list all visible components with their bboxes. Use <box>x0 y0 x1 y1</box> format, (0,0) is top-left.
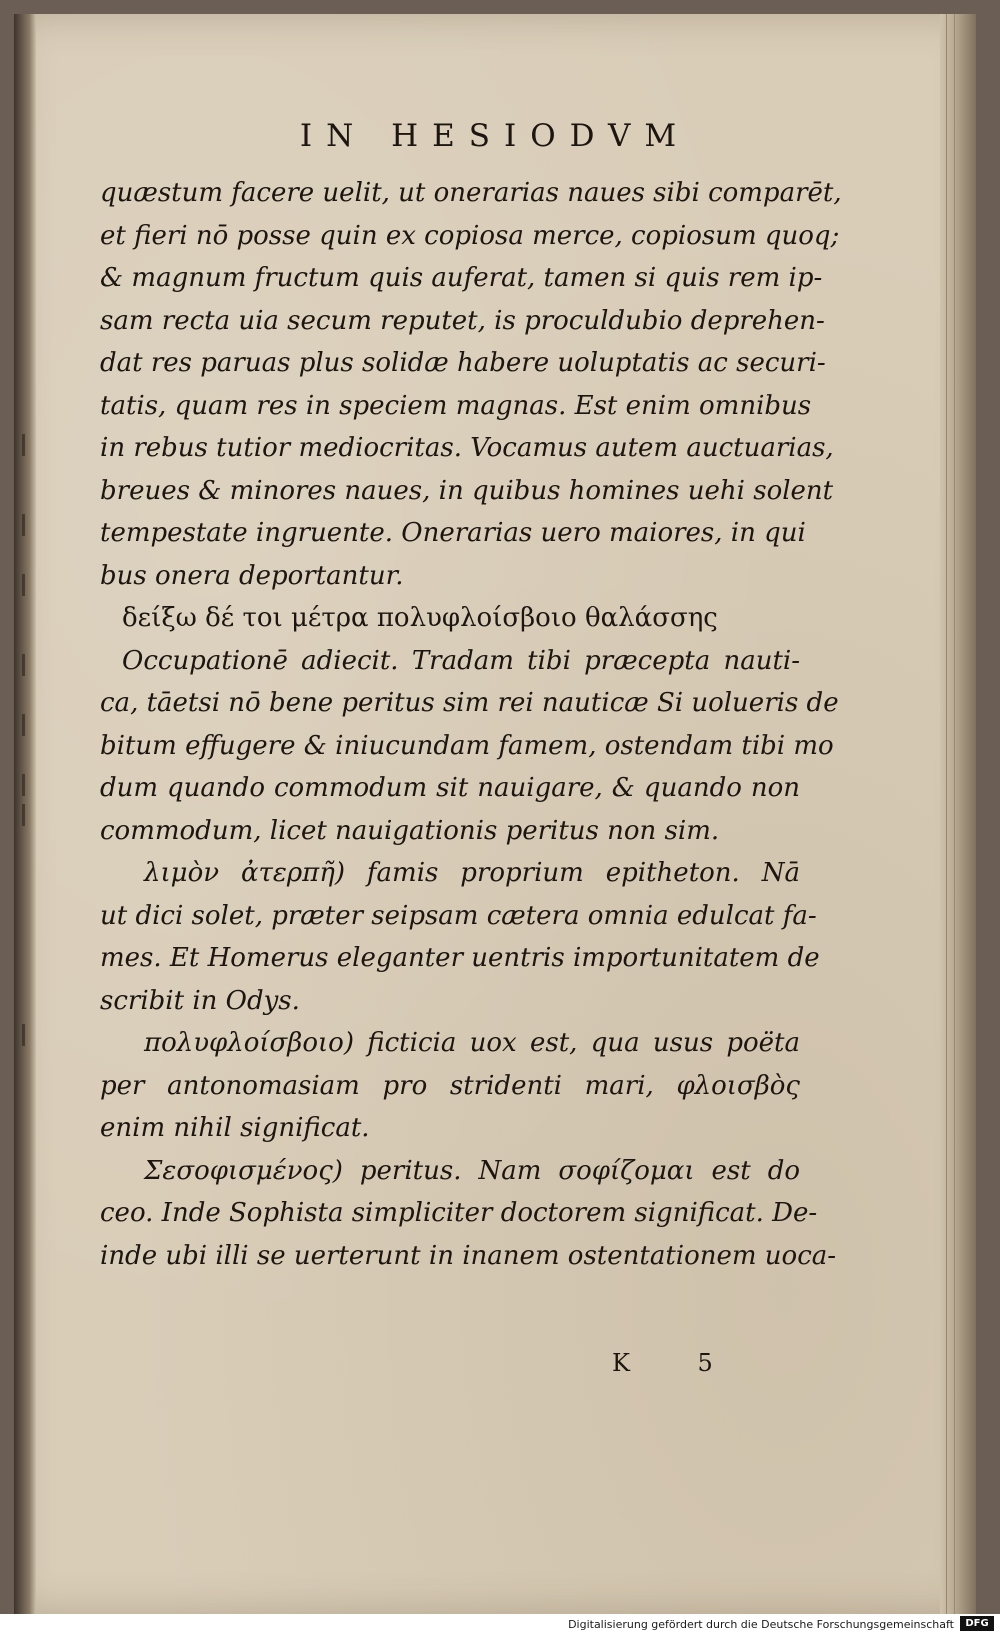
page-text <box>100 172 842 1277</box>
text-line: bitum effugere & iniucundam famem, ostendam tibi mo <box>100 730 834 761</box>
text-line: tatis, quam res in speciem magnas. Est enim omnibus <box>100 390 812 421</box>
text-line: bus onera deportantur. <box>100 560 404 591</box>
text-line: & magnum fructum quis auferat, tamen si quis rem ip- <box>100 263 823 293</box>
margin-marks <box>18 14 32 1614</box>
page-edges <box>940 14 976 1614</box>
text-line: in rebus tutior mediocritas. Vocamus autem auctuarias, <box>100 433 834 463</box>
text-line: ca, tāetsi nō bene peritus sim rei nauticæ Si uolueris de <box>100 688 839 718</box>
text-line: commodum, licet nauigationis peritus non sim. <box>100 815 720 846</box>
signature-mark: K 5 <box>612 1349 743 1377</box>
text-line: quæstum facere uelit, ut onerarias naues sibi comparēt, <box>100 178 842 208</box>
credit-bar <box>0 1614 1000 1633</box>
text-line: enim nihil significat. <box>100 1113 370 1143</box>
running-title: IN HESIODVM <box>299 118 691 154</box>
text-line: ceo. Inde Sophista simpliciter doctorem significat. De- <box>100 1198 818 1228</box>
text-line: et fieri nō posse quin ex copiosa merce, copiosum quoq; <box>100 220 840 251</box>
text-line: sam recta uia secum reputet, is proculdubio deprehen- <box>100 305 825 336</box>
text-line: ut dici solet, præter seipsam cætera omnia edulcat fa- <box>100 900 817 931</box>
text-line: πολυφλοίσβοιο) ficticia uox est, qua usus poëta <box>144 1028 800 1058</box>
text-line: breues & minores naues, in quibus homines uehi solent <box>100 475 834 506</box>
text-line: λιμὸν ἀτερπῆ) famis proprium epitheton. Nā <box>144 858 800 888</box>
text-line: dat res paruas plus solidæ habere uoluptatis ac securi- <box>100 348 826 378</box>
funding-credit: Digitalisierung gefördert durch die Deutsche Forschungsgemeinschaft <box>568 1618 954 1631</box>
text-line: mes. Et Homerus eleganter uentris importunitatem de <box>100 943 820 973</box>
text-line: scribit in Odys. <box>100 985 300 1016</box>
text-line: inde ubi illi se uerterunt in inanem ostentationem uoca- <box>100 1240 837 1271</box>
text-line: dum quando commodum sit nauigare, & quando non <box>100 773 800 803</box>
text-line: Occupationē adiecit. Tradam tibi præcepta nauti- <box>122 645 800 676</box>
text-line: Σεσοφισμένος) peritus. Nam σοφίζομαι est do <box>144 1155 800 1186</box>
text-line: tempestate ingruente. Onerarias uero maiores, in qui <box>100 518 806 548</box>
book-page <box>14 14 976 1614</box>
greek-lemma: δείξω δέ τοι μέτρα πολυφλοίσβοιο θαλάσσης <box>122 603 718 633</box>
dfg-logo: DFG <box>960 1616 994 1631</box>
text-line: per antonomasiam pro stridenti mari, φλοισβὸς <box>100 1070 800 1101</box>
